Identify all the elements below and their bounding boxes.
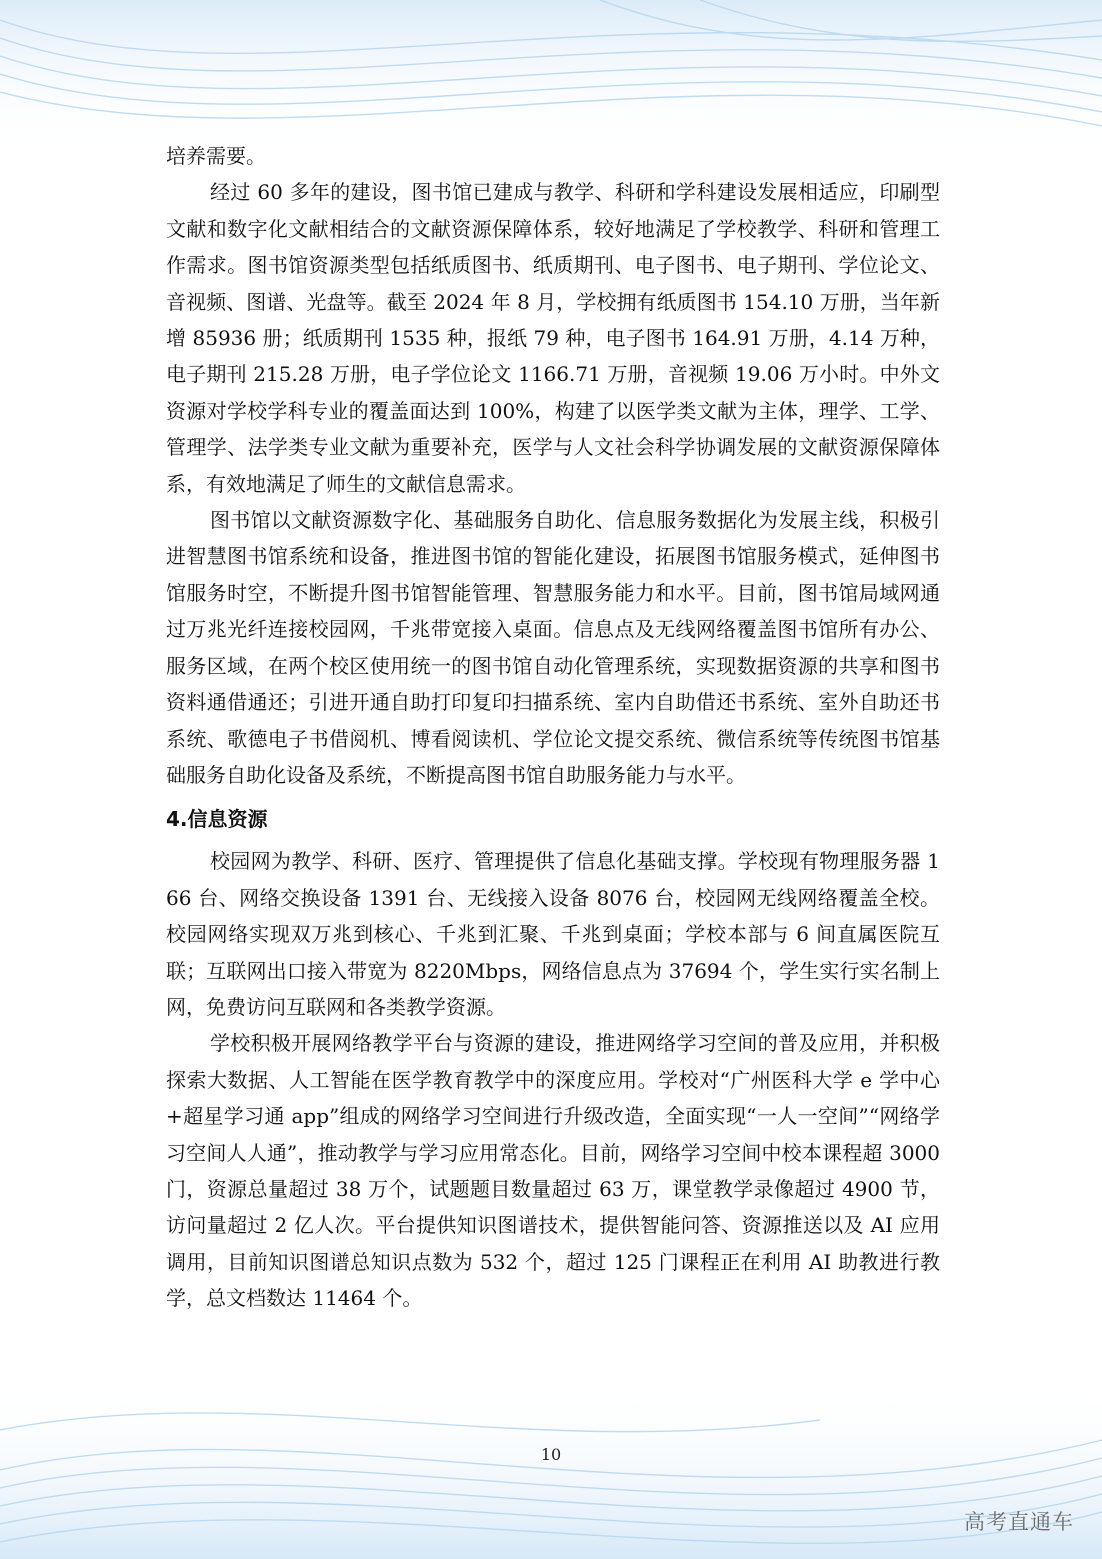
paragraph-online-learning: 学校积极开展网络教学平台与资源的建设，推进网络学习空间的普及应用，并积极探索大数据、人工智能在医学教育教学中的深度应用。学校对“广州医科大学 e 学中心+超星学习通 app”组成的网络学习空间进行升级改造，全面实现“一人一空间”“网络学习空间人人通”，推动教学与学习应用常态化。目前，网络学习空间中校本课程超 3000 门，资源总量超过 38 万个，试题题目数量超过 63 万，课堂教学录像超过 4900 节，访问量超过 2 亿人次。平台提供知识图谱技术，提供智能问答、资源推送以及 AI 应用调用，目前知识图谱总知识点数为 532 个，超过 125 门课程正在利用 AI 助教进行教学，总文档数达 11464 个。: [166, 1031, 940, 1311]
paragraph-campus-network: 校园网为教学、科研、医疗、管理提供了信息化基础支撑。学校现有物理服务器 166 台、网络交换设备 1391 台、无线接入设备 8076 台，校园网无线网络覆盖全校。校园网络实现双万兆到核心、千兆到汇聚、千兆到桌面；学校本部与 6 间直属医院互联；互联网出口接入带宽为 8220Mbps，网络信息点为 37694 个，学生实行实名制上网，免费访问互联网和各类教学资源。: [166, 849, 940, 1019]
watermark-text: 高考直通车: [964, 1510, 1074, 1534]
page-number: 10: [540, 1445, 562, 1464]
paragraph-continuation: 培养需要。: [166, 144, 266, 168]
section-heading: 4.信息资源: [166, 807, 268, 832]
document-body: [166, 138, 940, 1317]
paragraph-library-resources: 经过 60 多年的建设，图书馆已建成与教学、科研和学科建设发展相适应，印刷型文献和数字化文献相结合的文献资源保障体系，较好地满足了学校教学、科研和管理工作需求。图书馆资源类型包括纸质图书、纸质期刊、电子图书、电子期刊、学位论文、音视频、图谱、光盘等。截至 2024 年 8 月，学校拥有纸质图书 154.10 万册，当年新增 85936 册；纸质期刊 1535 种，报纸 79 种，电子图书 164.91 万册，4.14 万种，电子期刊 215.28 万册，电子学位论文 1166.71 万册，音视频 19.06 万小时。中外文资源对学校学科专业的覆盖面达到 100%，构建了以医学类文献为主体，理学、工学、管理学、法学类专业文献为重要补充，医学与人文社会科学协调发展的文献资源保障体系，有效地满足了师生的文献信息需求。: [166, 180, 940, 496]
paragraph-library-services: 图书馆以文献资源数字化、基础服务自助化、信息服务数据化为发展主线，积极引进智慧图书馆系统和设备，推进图书馆的智能化建设，拓展图书馆服务模式，延伸图书馆服务时空，不断提升图书馆智能管理、智慧服务能力和水平。目前，图书馆局域网通过万兆光纤连接校园网，千兆带宽接入桌面。信息点及无线网络覆盖图书馆所有办公、服务区域，在两个校区使用统一的图书馆自动化管理系统，实现数据资源的共享和图书资料通借通还；引进开通自助打印复印扫描系统、室内自助借还书系统、室外自助还书系统、歌德电子书借阅机、博看阅读机、学位论文提交系统、微信系统等传统图书馆基础服务自助化设备及系统，不断提高图书馆自助服务能力与水平。: [166, 508, 940, 787]
